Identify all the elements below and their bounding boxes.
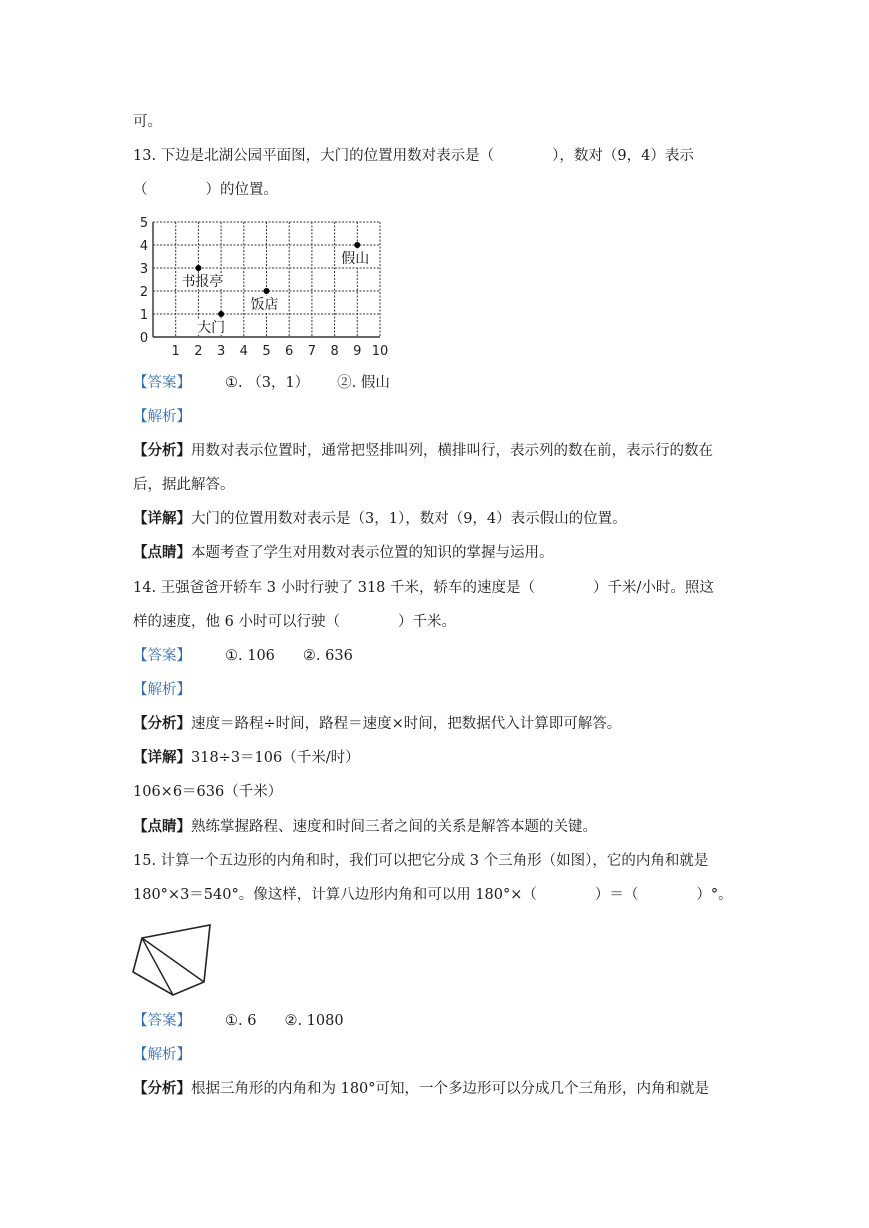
analysis-tag: 【解析】 — [133, 1047, 191, 1063]
detail-line — [133, 748, 360, 768]
map-point — [264, 288, 270, 294]
map-point — [195, 265, 201, 271]
answer-1: ①. 106 — [225, 648, 275, 664]
comment-text: 本题考查了学生对用数对表示位置的知识的掌握与运用。 — [191, 545, 554, 561]
y-axis-ticks — [140, 216, 148, 346]
comment-line — [133, 543, 554, 563]
comment-line — [133, 817, 597, 837]
answer-row-15 — [133, 1011, 344, 1031]
pentagon-figure — [128, 920, 218, 998]
detail-line — [133, 509, 627, 529]
answer-tag: 【答案】 — [133, 1013, 191, 1029]
x-tick-label: 10 — [371, 344, 389, 359]
point-label: 书报亭 — [181, 274, 224, 290]
answer-2: ②. 636 — [302, 648, 353, 664]
y-tick-label: 1 — [139, 308, 149, 323]
y-tick-label: 5 — [139, 216, 149, 231]
x-tick-label: 6 — [285, 344, 294, 359]
x-tick-label: 7 — [307, 344, 317, 359]
analysis-label: 【分析】 — [133, 1080, 191, 1097]
answer-row-13 — [133, 373, 390, 393]
map-point — [218, 311, 224, 317]
analysis-tag: 【解析】 — [133, 682, 191, 698]
question-13-line-1: 13. 下边是北湖公园平面图，大门的位置用数对表示是（ ），数对（9，4）表示 — [133, 148, 694, 164]
answer-row-14 — [133, 646, 353, 666]
point-label: 大门 — [197, 320, 226, 336]
analysis-label: 【分析】 — [133, 442, 191, 459]
y-tick-label: 0 — [139, 331, 149, 346]
map-point — [354, 242, 360, 248]
y-tick-label: 4 — [139, 239, 149, 254]
analysis-line-1 — [133, 441, 713, 461]
answer-tag: 【答案】 — [133, 648, 191, 664]
question-15-line-1: 15. 计算一个五边形的内角和时，我们可以把它分成 3 个三角形（如图），它的内角和就是 — [133, 853, 709, 869]
map-points — [180, 242, 370, 336]
pentagon-outline — [133, 925, 210, 995]
text-line: 可。 — [133, 114, 162, 130]
diagonal-line — [142, 938, 204, 982]
detail-label: 【详解】 — [133, 749, 191, 766]
x-axis-ticks — [172, 344, 389, 359]
answer-2: ②. 1080 — [284, 1013, 344, 1029]
comment-label: 【点睛】 — [133, 544, 191, 561]
analysis-label: 【分析】 — [133, 715, 191, 732]
question-13-line-2: （ ）的位置。 — [133, 182, 278, 198]
question-14-line-1: 14. 王强爸爸开轿车 3 小时行驶了 318 千米，轿车的速度是（ ）千米/小时。照这 — [133, 580, 714, 596]
analysis-line — [133, 1079, 709, 1099]
detail-text: 大门的位置用数对表示是（3，1），数对（9，4）表示假山的位置。 — [191, 511, 627, 527]
detail-label: 【详解】 — [133, 510, 191, 527]
question-15-line-2: 180°×3＝540°。像这样，计算八边形内角和可以用 180°×（ ）＝（ ）°。 — [133, 887, 733, 903]
detail-text: 318÷3＝106（千米/时） — [191, 750, 360, 766]
answer-2: ②. 假山 — [337, 375, 390, 391]
x-tick-label: 5 — [262, 344, 271, 359]
analysis-tag: 【解析】 — [133, 409, 191, 425]
analysis-line-2: 后，据此解答。 — [133, 477, 235, 493]
calc-line: 106×6＝636（千米） — [133, 784, 283, 800]
analysis-text: 用数对表示位置时，通常把竖排叫列，横排叫行，表示列的数在前，表示行的数在 — [191, 443, 713, 459]
comment-text: 熟练掌握路程、速度和时间三者之间的关系是解答本题的关键。 — [191, 819, 597, 835]
analysis-text: 速度＝路程÷时间，路程＝速度×时间，把数据代入计算即可解答。 — [191, 716, 622, 732]
analysis-line — [133, 714, 621, 734]
y-tick-label: 3 — [139, 262, 149, 277]
analysis-text: 根据三角形的内角和为 180°可知，一个多边形可以分成几个三角形，内角和就是 — [191, 1081, 710, 1097]
point-label: 假山 — [341, 251, 370, 267]
x-tick-label: 2 — [194, 344, 203, 359]
x-tick-label: 3 — [216, 344, 226, 359]
park-grid-map — [133, 212, 403, 360]
y-tick-label: 2 — [139, 285, 149, 300]
x-tick-label: 8 — [330, 344, 339, 359]
point-label: 饭店 — [250, 297, 279, 313]
answer-1: ①. （3，1） — [225, 375, 310, 391]
comment-label: 【点睛】 — [133, 818, 191, 835]
answer-1: ①. 6 — [225, 1013, 257, 1029]
answer-tag: 【答案】 — [133, 375, 191, 391]
x-tick-label: 1 — [171, 344, 180, 359]
question-14-line-2: 样的速度，他 6 小时可以行驶（ ）千米。 — [133, 614, 456, 630]
x-tick-label: 4 — [239, 344, 248, 359]
x-tick-label: 9 — [353, 344, 362, 359]
